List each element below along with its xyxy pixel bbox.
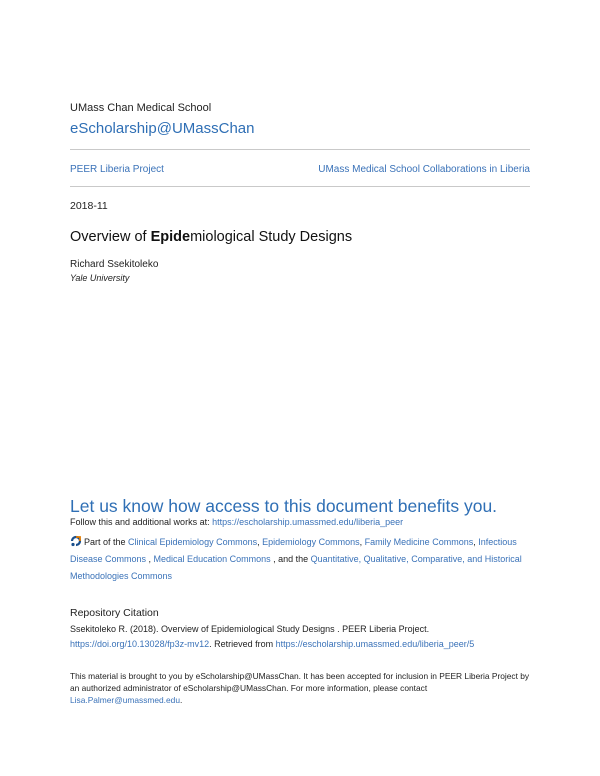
title-part-1: Overview of — [70, 229, 151, 245]
institution-name: UMass Chan Medical School — [70, 102, 212, 114]
citation-retrieved: . Retrieved from — [209, 639, 276, 649]
author-name: Richard Ssekitoleko — [70, 259, 159, 270]
title-part-2: miological Study Designs — [190, 229, 353, 245]
inclusion-notice — [70, 670, 540, 706]
citation-text — [70, 622, 540, 652]
citation-heading: Repository Citation — [70, 607, 159, 619]
notice-end: . — [179, 695, 183, 705]
quantitative-methodologies-commons-link[interactable]: Quantitative, Qualitative, Comparative, and Historical Methodologies Commons — [70, 554, 522, 581]
family-medicine-commons-link[interactable]: Family Medicine Commons — [364, 537, 474, 547]
contact-email-link[interactable]: Lisa.Palmer@umassmed.edu — [70, 695, 180, 705]
publication-date: 2018-11 — [70, 200, 108, 212]
part-of-commons — [70, 534, 540, 585]
collection-url-link[interactable]: https://escholarship.umassmed.edu/liberia_peer — [212, 517, 404, 527]
repository-link[interactable]: eScholarship@UMassChan — [70, 120, 255, 137]
separator: , — [473, 537, 479, 547]
infectious-disease-commons-link[interactable]: Infectious Disease Commons — [70, 537, 517, 564]
separator: , and the — [270, 554, 311, 564]
clinical-epidemiology-commons-link[interactable]: Clinical Epidemiology Commons — [128, 537, 258, 547]
epidemiology-commons-link[interactable]: Epidemiology Commons — [262, 537, 360, 547]
separator: , — [146, 554, 154, 564]
separator: , — [257, 537, 263, 547]
retrieved-url-link[interactable]: https://escholarship.umassmed.edu/liberia_peer/5 — [275, 639, 475, 649]
notice-text: This material is brought to you by eScholarship@UMassChan. It has been accepted for inclusion in PEER Liberia Project by an authorized administrator of eScholarship@UMassChan. For more information, please contact — [70, 671, 530, 693]
author-affiliation: Yale University — [70, 273, 130, 283]
feedback-link[interactable]: Let us know how access to this document benefits you. — [70, 496, 498, 516]
doi-link[interactable]: https://doi.org/10.13028/fp3z-mv12 — [70, 639, 210, 649]
document-title — [70, 229, 352, 245]
collection-link[interactable]: PEER Liberia Project — [70, 164, 164, 175]
separator: , — [359, 537, 365, 547]
medical-education-commons-link[interactable]: Medical Education Commons — [153, 554, 271, 564]
divider-top — [70, 149, 530, 150]
title-bold-part: Epide — [150, 229, 191, 245]
follow-line — [70, 517, 403, 527]
open-access-icon — [70, 535, 82, 547]
part-of-prefix: Part of the — [84, 537, 129, 547]
parent-collection-link[interactable]: UMass Medical School Collaborations in Liberia — [318, 164, 530, 175]
citation-body: Ssekitoleko R. (2018). Overview of Epidemiological Study Designs . PEER Liberia Project. — [70, 624, 430, 634]
follow-prefix: Follow this and additional works at: — [70, 517, 213, 527]
divider-nav — [70, 186, 530, 187]
